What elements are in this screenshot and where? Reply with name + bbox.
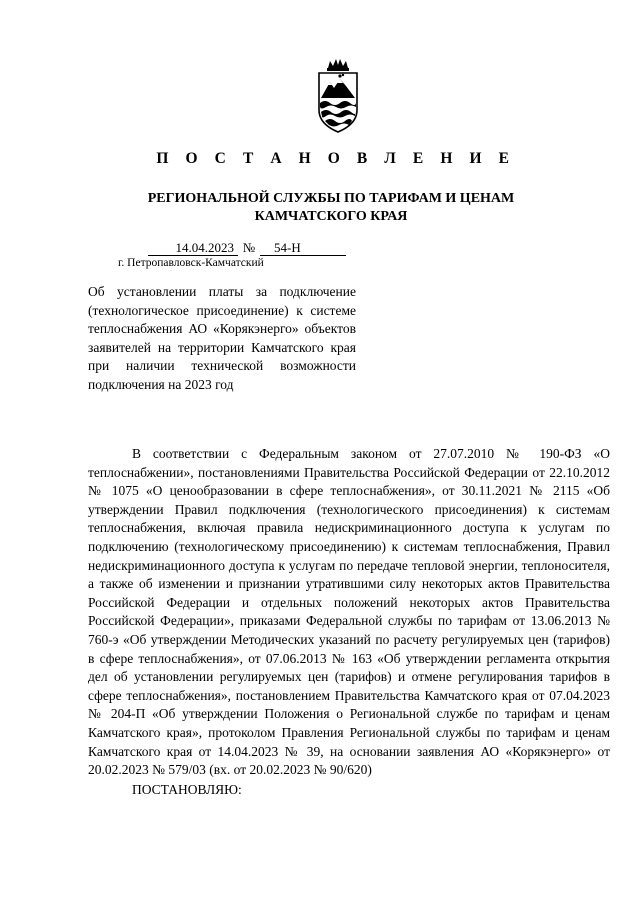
date-number-line xyxy=(148,240,346,256)
authority-line-2: КАМЧАТСКОГО КРАЯ xyxy=(254,209,408,224)
kamchatka-coat-of-arms-icon xyxy=(316,58,360,134)
number-sign: № xyxy=(242,240,256,255)
document-subject: Об установлении платы за подключение (технологическое присоединение) к системе теплоснабжения АО «Корякэнерго» объектов заявителей на территории Камчатского края при наличии технической возможности подключения на 2023 год xyxy=(88,284,356,392)
document-date: 14.04.2023 xyxy=(148,240,238,256)
city: г. Петропавловск-Камчатский xyxy=(118,257,264,269)
document-title: П О С Т А Н О В Л Е Н И Е xyxy=(156,150,516,167)
document-number: 54-Н xyxy=(260,240,346,256)
authority-line-1: РЕГИОНАЛЬНОЙ СЛУЖБЫ ПО ТАРИФАМ И ЦЕНАМ xyxy=(147,191,515,206)
issuing-authority xyxy=(0,190,640,226)
resolve-heading: ПОСТАНОВЛЯЮ: xyxy=(132,782,242,797)
preamble-paragraph: В соответствии с Федеральным законом от 27.07.2010 № 190-ФЗ «О теплоснабжении», постановлениями Правительства Российской Федерации от 22.10.2012 № 1075 «О ценообразовании в сфере теплоснабжения», от 30.11.2021 № 2115 «Об утверждении Правил подключения (технологического присоединения) к системам теплоснабжения, включая правила недискриминационного доступа к услугам по подключению (технологическому присоединению) к системам теплоснабжения, Правил недискриминационного доступа к услугам по передаче тепловой энергии, теплоносителя, а также об изменении и признании утратившими силу некоторых актов Правительства Российской Федерации и отдельных положений некоторых актов Правительства Российской Федерации», приказами Федеральной службы по тарифам от 13.06.2013 № 760-э «Об утверждении Методических указаний по расчету регулируемых цен (тарифов) в сфере теплоснабжения», от 07.06.2013 № 163 «Об утверждении регламента открытия дел об установлении регулируемых цен (тарифов) и отмене регулирования тарифов в сфере теплоснабжения», постановлением Правительства Камчатского края от 07.04.2023 № 204-П «Об утверждении Положения о Региональной службе по тарифам и ценам Камчатского края», протоколом Правления Региональной службы по тарифам и ценам Камчатского края от 14.04.2023 № 39, на основании заявления АО «Корякэнерго» от 20.02.2023 № 579/03 (вх. от 20.02.2023 № 90/620) xyxy=(88,446,610,778)
